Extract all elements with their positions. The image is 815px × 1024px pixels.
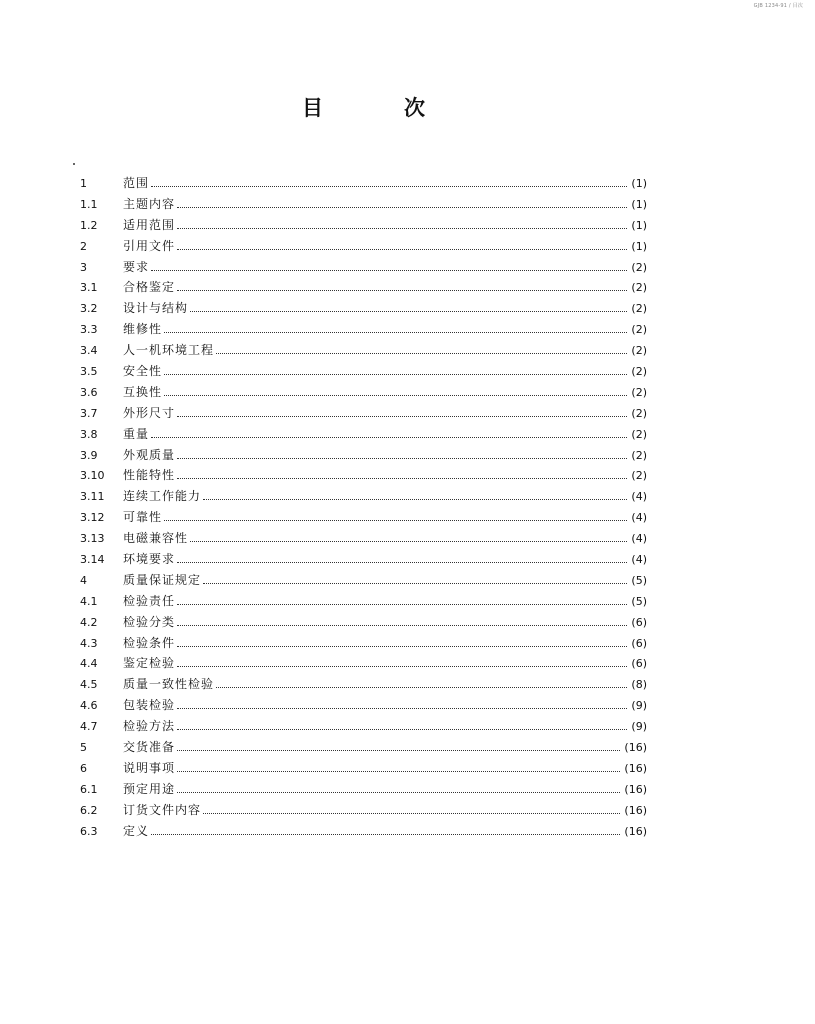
toc-leader-dots bbox=[177, 248, 627, 250]
toc-entry[interactable] bbox=[80, 821, 647, 842]
toc-entry-page: (2) bbox=[631, 427, 647, 441]
toc-entry[interactable] bbox=[80, 758, 647, 779]
toc-entry-title: 适用范围 bbox=[123, 217, 176, 232]
toc-entry-page: (4) bbox=[631, 532, 647, 546]
toc-leader-dots bbox=[151, 269, 627, 271]
toc-entry-number: 4.7 bbox=[80, 720, 98, 734]
toc-leader-dots bbox=[216, 686, 627, 688]
toc-entry[interactable] bbox=[80, 445, 647, 466]
toc-entry-title: 主题内容 bbox=[123, 196, 176, 211]
toc-entry-title: 互换性 bbox=[123, 384, 163, 399]
toc-entry[interactable] bbox=[80, 319, 647, 340]
toc-entry-number: 3.6 bbox=[80, 385, 98, 399]
toc-entry[interactable] bbox=[80, 424, 647, 445]
toc-leader-dots bbox=[177, 645, 627, 647]
toc-entry[interactable] bbox=[80, 653, 647, 674]
toc-entry-number: 4.3 bbox=[80, 636, 98, 650]
toc-leader-dots bbox=[177, 624, 627, 626]
toc-entry-title: 检验分类 bbox=[123, 614, 176, 629]
toc-entry-title: 重量 bbox=[123, 426, 150, 441]
toc-entry-number: 3.9 bbox=[80, 448, 98, 462]
toc-entry-page: (2) bbox=[631, 344, 647, 358]
page-title bbox=[0, 92, 815, 128]
toc-entry-title: 连续工作能力 bbox=[123, 489, 202, 504]
toc-entry-title: 交货准备 bbox=[123, 740, 176, 755]
toc-entry-page: (1) bbox=[631, 197, 647, 211]
toc-entry-page: (16) bbox=[624, 824, 647, 838]
toc-entry-page: (9) bbox=[631, 699, 647, 713]
toc-entry-page: (2) bbox=[631, 302, 647, 316]
toc-entry-page: (4) bbox=[631, 553, 647, 567]
toc-entry-title: 人一机环境工程 bbox=[123, 343, 215, 358]
toc-entry[interactable] bbox=[80, 277, 647, 298]
toc-entry-title: 环境要求 bbox=[123, 552, 176, 567]
toc-entry-title: 维修性 bbox=[123, 322, 163, 337]
toc-entry-page: (5) bbox=[631, 594, 647, 608]
toc-leader-dots bbox=[177, 457, 627, 459]
toc-leader-dots bbox=[151, 833, 620, 835]
toc-leader-dots bbox=[177, 728, 627, 730]
toc-entry-title: 检验条件 bbox=[123, 635, 176, 650]
toc-leader-dots bbox=[164, 331, 627, 333]
toc-entry[interactable] bbox=[80, 633, 647, 654]
toc-entry-page: (1) bbox=[631, 239, 647, 253]
toc-leader-dots bbox=[177, 289, 627, 291]
toc-entry-title: 性能特性 bbox=[123, 468, 176, 483]
toc-entry-page: (4) bbox=[631, 490, 647, 504]
toc-entry-title: 质量一致性检验 bbox=[123, 677, 215, 692]
toc-entry-number: 3.14 bbox=[80, 553, 105, 567]
toc-entry-title: 引用文件 bbox=[123, 238, 176, 253]
toc-entry-number: 3.11 bbox=[80, 490, 105, 504]
toc-entry-page: (6) bbox=[631, 615, 647, 629]
toc-entry[interactable] bbox=[80, 382, 647, 403]
toc-entry[interactable] bbox=[80, 549, 647, 570]
toc-entry-number: 6 bbox=[80, 761, 87, 775]
toc-entry[interactable] bbox=[80, 236, 647, 257]
toc-entry-title: 定义 bbox=[123, 823, 150, 838]
toc-leader-dots bbox=[190, 540, 627, 542]
toc-entry-page: (6) bbox=[631, 657, 647, 671]
toc-entry-page: (2) bbox=[631, 448, 647, 462]
toc-entry[interactable] bbox=[80, 507, 647, 528]
toc-entry-page: (16) bbox=[624, 803, 647, 817]
toc-entry-number: 6.2 bbox=[80, 803, 98, 817]
toc-leader-dots bbox=[203, 498, 627, 500]
toc-entry-title: 包装检验 bbox=[123, 698, 176, 713]
toc-entry-number: 3.10 bbox=[80, 469, 105, 483]
toc-leader-dots bbox=[177, 791, 620, 793]
toc-leader-dots bbox=[164, 394, 627, 396]
toc-leader-dots bbox=[177, 665, 627, 667]
toc-entry-title: 检验方法 bbox=[123, 719, 176, 734]
toc-entry-number: 4.4 bbox=[80, 657, 98, 671]
toc-entry-number: 4.1 bbox=[80, 594, 98, 608]
toc-entry[interactable] bbox=[80, 570, 647, 591]
toc-entry-page: (2) bbox=[631, 281, 647, 295]
toc-entry[interactable] bbox=[80, 173, 647, 194]
toc-entry[interactable] bbox=[80, 340, 647, 361]
toc-entry[interactable] bbox=[80, 215, 647, 236]
toc-entry-number: 1.1 bbox=[80, 197, 98, 211]
toc-entry-title: 要求 bbox=[123, 259, 150, 274]
toc-entry-number: 1 bbox=[80, 177, 87, 190]
toc-leader-dots bbox=[151, 185, 627, 187]
toc-entry-number: 3.5 bbox=[80, 365, 98, 379]
toc-entry-title: 订货文件内容 bbox=[123, 802, 202, 817]
toc-entry-number: 3.8 bbox=[80, 427, 98, 441]
toc-entry-title: 质量保证规定 bbox=[123, 572, 202, 587]
toc-entry-page: (1) bbox=[631, 218, 647, 232]
toc-entry-page: (16) bbox=[624, 741, 647, 755]
toc-entry-number: 3.2 bbox=[80, 302, 98, 316]
toc-entry[interactable] bbox=[80, 486, 647, 507]
toc-entry-title: 鉴定检验 bbox=[123, 656, 176, 671]
toc-entry-title: 可靠性 bbox=[123, 510, 163, 525]
toc-leader-dots bbox=[151, 436, 627, 438]
toc-leader-dots bbox=[177, 770, 620, 772]
toc-entry-number: 3.12 bbox=[80, 511, 105, 525]
toc-entry[interactable] bbox=[80, 465, 647, 486]
toc-entry[interactable] bbox=[80, 403, 647, 424]
toc-entry[interactable] bbox=[80, 779, 647, 800]
toc-leader-dots bbox=[177, 227, 627, 229]
toc-entry[interactable] bbox=[80, 674, 647, 695]
toc-entry-page: (2) bbox=[631, 260, 647, 274]
toc-entry[interactable] bbox=[80, 194, 647, 215]
toc-entry-page: (2) bbox=[631, 365, 647, 379]
toc-entry-number: 4.5 bbox=[80, 678, 98, 692]
toc-entry[interactable] bbox=[80, 257, 647, 278]
toc-entry-page: (2) bbox=[631, 469, 647, 483]
toc-leader-dots bbox=[177, 477, 627, 479]
toc-entry[interactable] bbox=[80, 716, 647, 737]
toc-leader-dots bbox=[216, 352, 627, 354]
toc-entry[interactable] bbox=[80, 361, 647, 382]
toc-entry-number: 3.3 bbox=[80, 323, 98, 337]
toc-leader-dots bbox=[190, 310, 627, 312]
toc-entry-number: 4 bbox=[80, 573, 87, 587]
toc-entry-title: 安全性 bbox=[123, 364, 163, 379]
toc-entry-page: (5) bbox=[631, 573, 647, 587]
toc-entry-title: 外观质量 bbox=[123, 447, 176, 462]
toc-leader-dots bbox=[203, 582, 627, 584]
toc-entry-number: 4.6 bbox=[80, 699, 98, 713]
toc-entry-number: 3.4 bbox=[80, 344, 98, 358]
toc-entry-number: 4.2 bbox=[80, 615, 98, 629]
toc-entry-number: 3 bbox=[80, 260, 87, 274]
toc-leader-dots bbox=[203, 812, 620, 814]
toc-entry-title: 电磁兼容性 bbox=[123, 531, 189, 546]
toc-entry-title: 说明事项 bbox=[123, 760, 176, 775]
toc-leader-dots bbox=[177, 206, 627, 208]
toc-entry-number: 6.3 bbox=[80, 824, 98, 838]
toc-entry-page: (8) bbox=[631, 678, 647, 692]
toc-entry-number: 1.2 bbox=[80, 218, 98, 232]
toc-leader-dots bbox=[177, 415, 627, 417]
toc-entry-page: (2) bbox=[631, 385, 647, 399]
toc-leader-dots bbox=[164, 519, 627, 521]
toc-entry-number: 3.1 bbox=[80, 281, 98, 295]
toc-entry-number: 3.13 bbox=[80, 532, 105, 546]
toc-entry-title: 范围 bbox=[123, 176, 150, 190]
toc-entry[interactable] bbox=[80, 591, 647, 612]
toc-entry-number: 3.7 bbox=[80, 406, 98, 420]
toc-leader-dots bbox=[177, 707, 627, 709]
toc-entry-title: 检验责任 bbox=[123, 593, 176, 608]
toc-entry[interactable] bbox=[80, 612, 647, 633]
toc-leader-dots bbox=[164, 373, 627, 375]
toc-entry-page: (2) bbox=[631, 406, 647, 420]
toc-entry-page: (16) bbox=[624, 782, 647, 796]
toc-leader-dots bbox=[177, 603, 627, 605]
toc-entry[interactable] bbox=[80, 528, 647, 549]
toc-entry-page: (2) bbox=[631, 323, 647, 337]
toc-entry-title: 预定用途 bbox=[123, 781, 176, 796]
toc-entry[interactable] bbox=[80, 737, 647, 758]
toc-entry-page: (1) bbox=[631, 177, 647, 190]
toc-leader-dots bbox=[177, 749, 620, 751]
toc-entry-title: 外形尺寸 bbox=[123, 405, 176, 420]
toc-entry-page: (16) bbox=[624, 761, 647, 775]
toc-leader-dots bbox=[177, 561, 627, 563]
header-note: GJB 1234-91 / 目次 bbox=[753, 3, 803, 9]
toc-entry[interactable] bbox=[80, 800, 647, 821]
table-of-contents bbox=[80, 173, 647, 842]
toc-entry-page: (6) bbox=[631, 636, 647, 650]
toc-entry[interactable] bbox=[80, 695, 647, 716]
title-char-2: 次 bbox=[404, 96, 425, 120]
title-char-1: 目 bbox=[302, 96, 323, 120]
toc-entry-number: 2 bbox=[80, 239, 87, 253]
toc-entry-title: 合格鉴定 bbox=[123, 280, 176, 295]
toc-entry-page: (9) bbox=[631, 720, 647, 734]
toc-entry[interactable] bbox=[80, 298, 647, 319]
toc-entry-page: (4) bbox=[631, 511, 647, 525]
toc-entry-number: 5 bbox=[80, 741, 87, 755]
scan-mark bbox=[73, 163, 75, 165]
toc-entry-number: 6.1 bbox=[80, 782, 98, 796]
toc-entry-title: 设计与结构 bbox=[123, 301, 189, 316]
